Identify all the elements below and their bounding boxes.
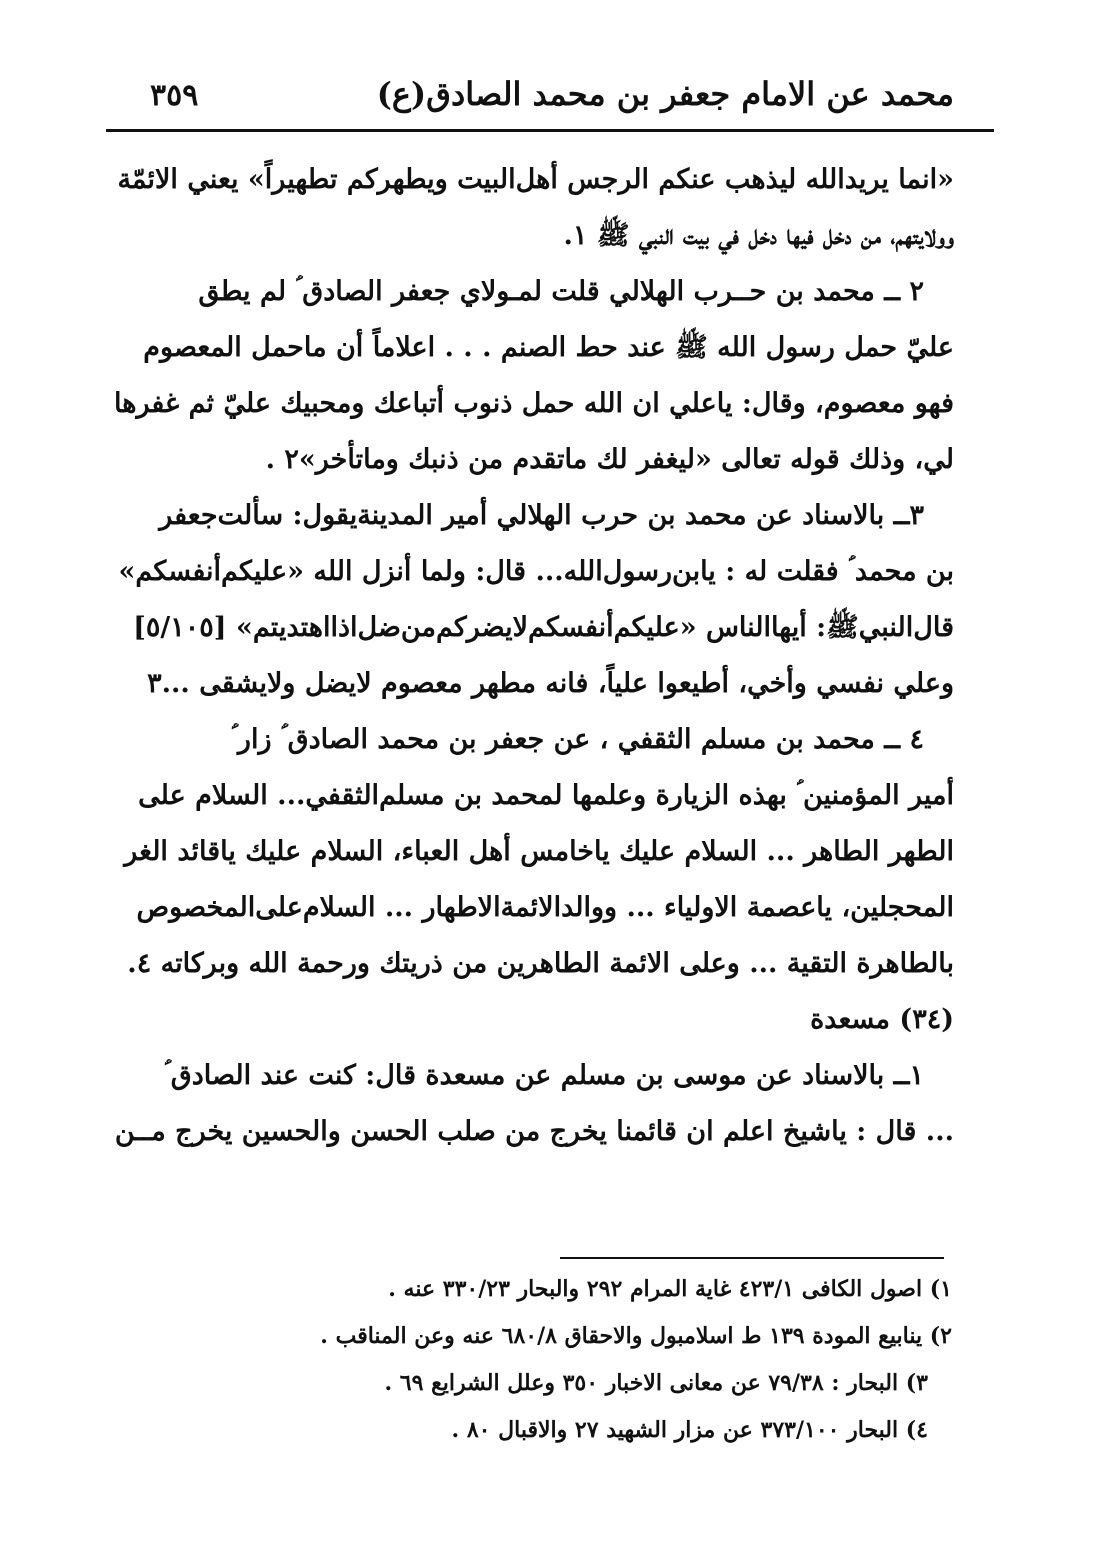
- running-header-title: محمد عن الامام جعفر بن محمد الصادق(ع): [376, 75, 954, 113]
- footnote: ٢) ينابيع المودة ١٣٩ ط اسلامبول والاحقاق ٦٨٠/٨ عنه وعن المناقب .: [320, 1323, 952, 1349]
- header-divider: [106, 129, 994, 132]
- body-line: ٢ ــ محمد بن حــرب الهلالي قلت لمـولاي جعفر الصادق ؑ لم يطق: [198, 276, 924, 307]
- page-number: ٣٥٩: [150, 78, 199, 113]
- body-line: ... قال : ياشيخ اعلم ان قائمنا يخرج من صلب الحسن والحسين يخرج مــن: [114, 1116, 954, 1147]
- body-line: وولايتهم، من دخل فيها دخل في بيت النبي ﷺ ١.: [563, 220, 954, 251]
- body-line: ١ــ بالاسناد عن موسى بن مسلم عن مسعدة قال: كنت عند الصادق ؑ: [164, 1060, 924, 1091]
- body-line: المحجلين، ياعصمة الاولياء ... ووالدالائمةالاطهار ... السلام‌على‌المخصوص: [136, 892, 954, 923]
- footnote: ١) اصول الكافى ٤٢٣/١ غاية المرام ٢٩٢ والبحار ٣٣٠/٢٣ عنه .: [388, 1276, 952, 1302]
- body-line: ٤ ــ محمد بن مسلم الثقفي ، عن جعفر بن محمد الصادق ؑ زار ؑ: [231, 724, 924, 755]
- body-text: [114, 152, 954, 1160]
- body-line: بالطاهرة التقية ... وعلى الائمة الطاهرين من ذريتك ورحمة الله وبركاته ٤.: [127, 948, 954, 979]
- section-heading: [154, 992, 954, 1048]
- body-line: أمير المؤمنين ؑ بهذه الزيارة وعلمها لمحمد بن مسلم‌الثقفي... السلام على: [138, 780, 954, 811]
- footnote: ٤) البحار ٣٧٣/١٠٠ عن مزار الشهيد ٢٧ والاقبال ٨٠ .: [451, 1417, 928, 1443]
- footnote: ٣) البحار : ٧٩/٣٨ عن معانى الاخبار ٣٥٠ وعلل الشرايع ٦٩ .: [384, 1370, 928, 1396]
- body-line: «انما يريدالله ليذهب عنكم الرجس أهل‌البيت ويطهركم تطهيراً» يعني الائمّة: [117, 164, 954, 195]
- section-heading-text: (٣٤) مسعدة: [810, 1004, 954, 1035]
- body-line: بن محمد ؑ فقلت له : يابن‌رسول‌الله... قال: ولما أنزل الله «عليكم‌أنفسكم»: [118, 556, 954, 587]
- body-line: فهو معصوم، وقال: ياعلي ان الله حمل ذنوب أتباعك ومحبيك عليّ ثم غفرها: [114, 388, 954, 419]
- footnotes: [232, 1266, 952, 1454]
- footnote-divider: [560, 1257, 944, 1259]
- body-line: عليّ حمل رسول الله ﷺ عند حط الصنم . . . اعلاماً أن ماحمل المعصوم: [143, 332, 954, 363]
- body-line: ٣ــ بالاسناد عن محمد بن حرب الهلالي أمير المدينةيقول: سألت‌جعفر: [159, 500, 924, 531]
- body-line: وعلي نفسي وأخي، أطيعوا علياً، فانه مطهر معصوم لايضل ولايشقى ...٣: [147, 668, 954, 699]
- body-line: الطهر الطاهر ... السلام عليك ياخامس أهل العباء، السلام عليك ياقائد الغر: [124, 836, 954, 867]
- body-line: لي، وذلك قوله تعالى «ليغفر لك ماتقدم من ذنبك وماتأخر»٢ .: [265, 444, 954, 475]
- body-line: قال‌النبي‌ﷺ: أيهاالناس «عليكم‌أنفسكم‌لايضركم‌من‌ضل‌اذااهتديتم» [٥/١٠٥]: [133, 612, 954, 643]
